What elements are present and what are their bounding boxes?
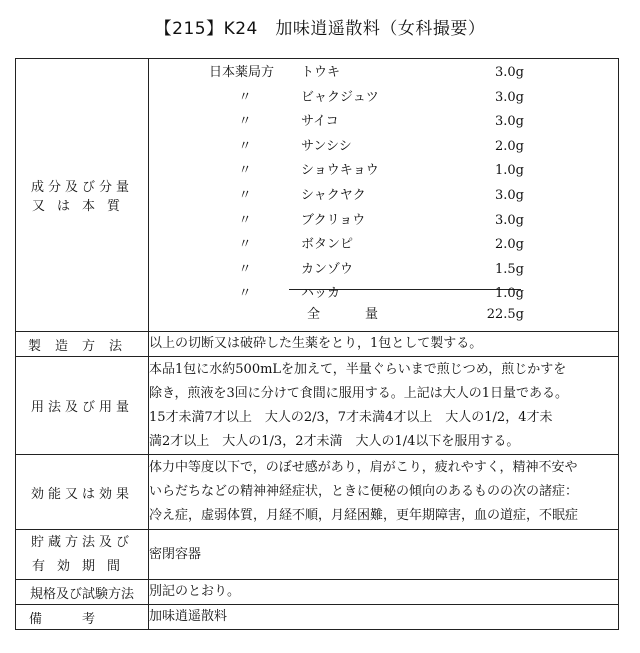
ingredient-amount: 1.0g [495, 286, 524, 302]
ingredient-row [149, 112, 618, 132]
ingredient-amount: 3.0g [495, 188, 524, 203]
ingredient-source: 〃 [238, 114, 252, 130]
remarks-text: 加味逍遥散料 [149, 605, 619, 630]
usage-row [16, 357, 619, 455]
efficacy-content [149, 455, 619, 530]
ingredient-name: サイコ [301, 114, 339, 130]
usage-line: 除き，煎液を3回に分けて食間に服用する。上記は大人の1日量である。 [149, 385, 569, 401]
ingredients-label-line2: 又は本質 [31, 199, 132, 214]
efficacy-line: 体力中等度以下で，のぼせ感があり，肩がこり，疲れやすく，精神不安や [149, 460, 578, 475]
ingredient-name: ボタンピ [301, 237, 354, 253]
testing-label: 規格及び試験方法 [16, 580, 149, 605]
storage-label [16, 530, 149, 580]
ingredient-name: ビャクジュツ [301, 89, 379, 105]
ingredient-amount: 2.0g [495, 138, 524, 154]
usage-content [149, 357, 619, 455]
ingredients-list [149, 59, 618, 331]
ingredient-name: ハッカ [301, 286, 341, 302]
storage-label-line1: 貯蔵方法及び [30, 534, 133, 550]
ingredient-amount: 2.0g [495, 237, 524, 253]
ingredients-row [16, 59, 619, 332]
efficacy-line: いらだちなどの精神神経症状，ときに便秘の傾向のあるものの次の諸症： [149, 484, 579, 499]
ingredient-name: ショウキョウ [301, 163, 379, 179]
ingredient-amount: 3.0g [495, 89, 524, 105]
ingredients-label [16, 59, 149, 332]
total-label: 全 量 [307, 307, 395, 322]
remarks-label: 備考 [16, 605, 149, 630]
ingredient-source: 〃 [238, 188, 252, 203]
ingredient-name: トウキ [301, 65, 341, 80]
usage-line: 満2才以上 大人の1/3，2才未満 大人の1/4以下を服用する。 [149, 433, 520, 449]
ingredient-source: 〃 [238, 89, 252, 105]
usage-label: 用法及び用量 [16, 357, 149, 455]
ingredient-row [149, 88, 618, 108]
ingredient-amount: 3.0g [495, 65, 524, 80]
ingredient-source: 〃 [238, 237, 252, 253]
ingredient-source: 〃 [238, 286, 252, 302]
ingredient-row [149, 161, 618, 181]
ingredient-row [149, 137, 618, 157]
ingredient-source: 〃 [238, 163, 252, 179]
ingredient-source: 〃 [238, 261, 252, 277]
page-title: 【215】K24 加味逍遥散料（女科撮要） [154, 19, 486, 39]
ingredient-name: サンシシ [301, 138, 352, 154]
storage-row [16, 530, 619, 580]
usage-line: 本品1包に水約500mLを加えて，半量ぐらいまで煎じつめ，煎じかすを [149, 361, 567, 377]
storage-text: 密閉容器 [149, 530, 619, 580]
testing-row [16, 580, 619, 605]
ingredient-amount: 1.0g [495, 163, 524, 179]
ingredients-content [149, 59, 619, 332]
efficacy-row [16, 455, 619, 530]
ingredient-row [149, 235, 618, 255]
ingredient-name: カンゾウ [301, 261, 354, 277]
ingredient-row [149, 63, 618, 83]
ingredient-source: 〃 [238, 138, 252, 154]
ingredients-label-line1: 成分及び分量 [30, 180, 133, 195]
ingredient-row [149, 284, 618, 304]
testing-text: 別記のとおり。 [149, 580, 619, 605]
ingredient-row [149, 186, 618, 206]
ingredient-name: シャクヤク [301, 188, 366, 203]
total-row [149, 305, 618, 325]
ingredient-amount: 3.0g [495, 114, 524, 130]
efficacy-label: 効能又は効果 [16, 455, 149, 530]
ingredient-amount: 1.5g [495, 261, 524, 277]
ingredient-name: ブクリョウ [301, 212, 366, 228]
ingredient-source: 日本薬局方 [209, 65, 275, 80]
storage-label-line2: 有効期間 [31, 558, 132, 574]
manufacture-row [16, 332, 619, 357]
ingredient-row [149, 260, 618, 280]
efficacy-line: 冷え症，虚弱体質，月経不順，月経困難，更年期障害，血の道症，不眠症 [149, 508, 579, 523]
manufacture-label: 製造方法 [16, 332, 149, 357]
ingredient-row [149, 211, 618, 231]
manufacture-text: 以上の切断又は破砕した生薬をとり，1包として製する。 [149, 332, 619, 357]
specification-table [15, 58, 619, 630]
ingredient-amount: 3.0g [495, 212, 524, 228]
usage-line: 15才未満7才以上 大人の2/3，7才未満4才以上 大人の1/2，4才未 [149, 409, 553, 425]
total-amount: 22.5g [486, 307, 524, 322]
remarks-row [16, 605, 619, 630]
ingredient-source: 〃 [238, 212, 252, 228]
